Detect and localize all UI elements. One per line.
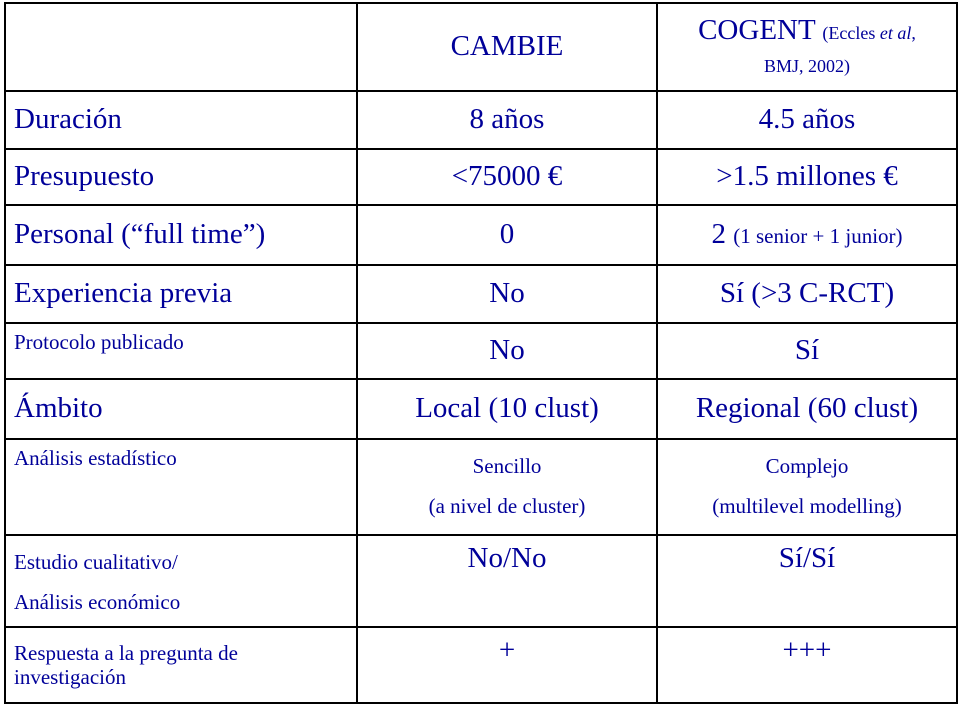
row-label: Estudio cualitativo/ Análisis económico	[5, 535, 357, 627]
table-row	[5, 205, 957, 265]
cogent-value: Regional (60 clust)	[657, 379, 957, 439]
header-cogent-citation-line2: BMJ, 2002)	[763, 56, 850, 76]
row-label: Duración	[5, 91, 357, 149]
cambie-value: No/No	[357, 535, 657, 627]
cambie-value: No	[357, 323, 657, 379]
table-row	[5, 323, 957, 379]
cogent-value: 4.5 años	[657, 91, 957, 149]
cambie-value: 8 años	[357, 91, 657, 149]
table-row	[5, 91, 957, 149]
table-row	[5, 535, 957, 627]
cambie-value: 0	[357, 205, 657, 265]
row-label: Personal (“full time”)	[5, 205, 357, 265]
header-empty-cell	[5, 3, 357, 91]
row-label: Respuesta a la pregunta de investigación	[5, 627, 357, 703]
table-row	[5, 265, 957, 323]
comparison-table	[4, 2, 958, 704]
row-label: Ámbito	[5, 379, 357, 439]
row-label: Análisis estadístico	[5, 439, 357, 535]
header-cogent-title: COGENT	[698, 13, 816, 46]
header-row	[5, 3, 957, 91]
cambie-value: <75000 €	[357, 149, 657, 205]
cambie-value: Local (10 clust)	[357, 379, 657, 439]
cogent-value: 2 (1 senior + 1 junior)	[657, 205, 957, 265]
cogent-value: >1.5 millones €	[657, 149, 957, 205]
row-label: Experiencia previa	[5, 265, 357, 323]
row-label: Presupuesto	[5, 149, 357, 205]
table-row	[5, 379, 957, 439]
cogent-value: +++	[657, 627, 957, 703]
cogent-value: Complejo (multilevel modelling)	[657, 439, 957, 535]
header-cogent-citation: (Eccles et al,	[822, 22, 916, 43]
header-cambie: CAMBIE	[357, 3, 657, 91]
cambie-value: +	[357, 627, 657, 703]
cambie-value: Sencillo (a nivel de cluster)	[357, 439, 657, 535]
cogent-value: Sí/Sí	[657, 535, 957, 627]
table-row	[5, 439, 957, 535]
table-row	[5, 627, 957, 703]
cogent-value: Sí (>3 C-RCT)	[657, 265, 957, 323]
row-label: Protocolo publicado	[5, 323, 357, 379]
cogent-value: Sí	[657, 323, 957, 379]
cambie-value: No	[357, 265, 657, 323]
table-row	[5, 149, 957, 205]
header-cogent	[657, 3, 957, 91]
